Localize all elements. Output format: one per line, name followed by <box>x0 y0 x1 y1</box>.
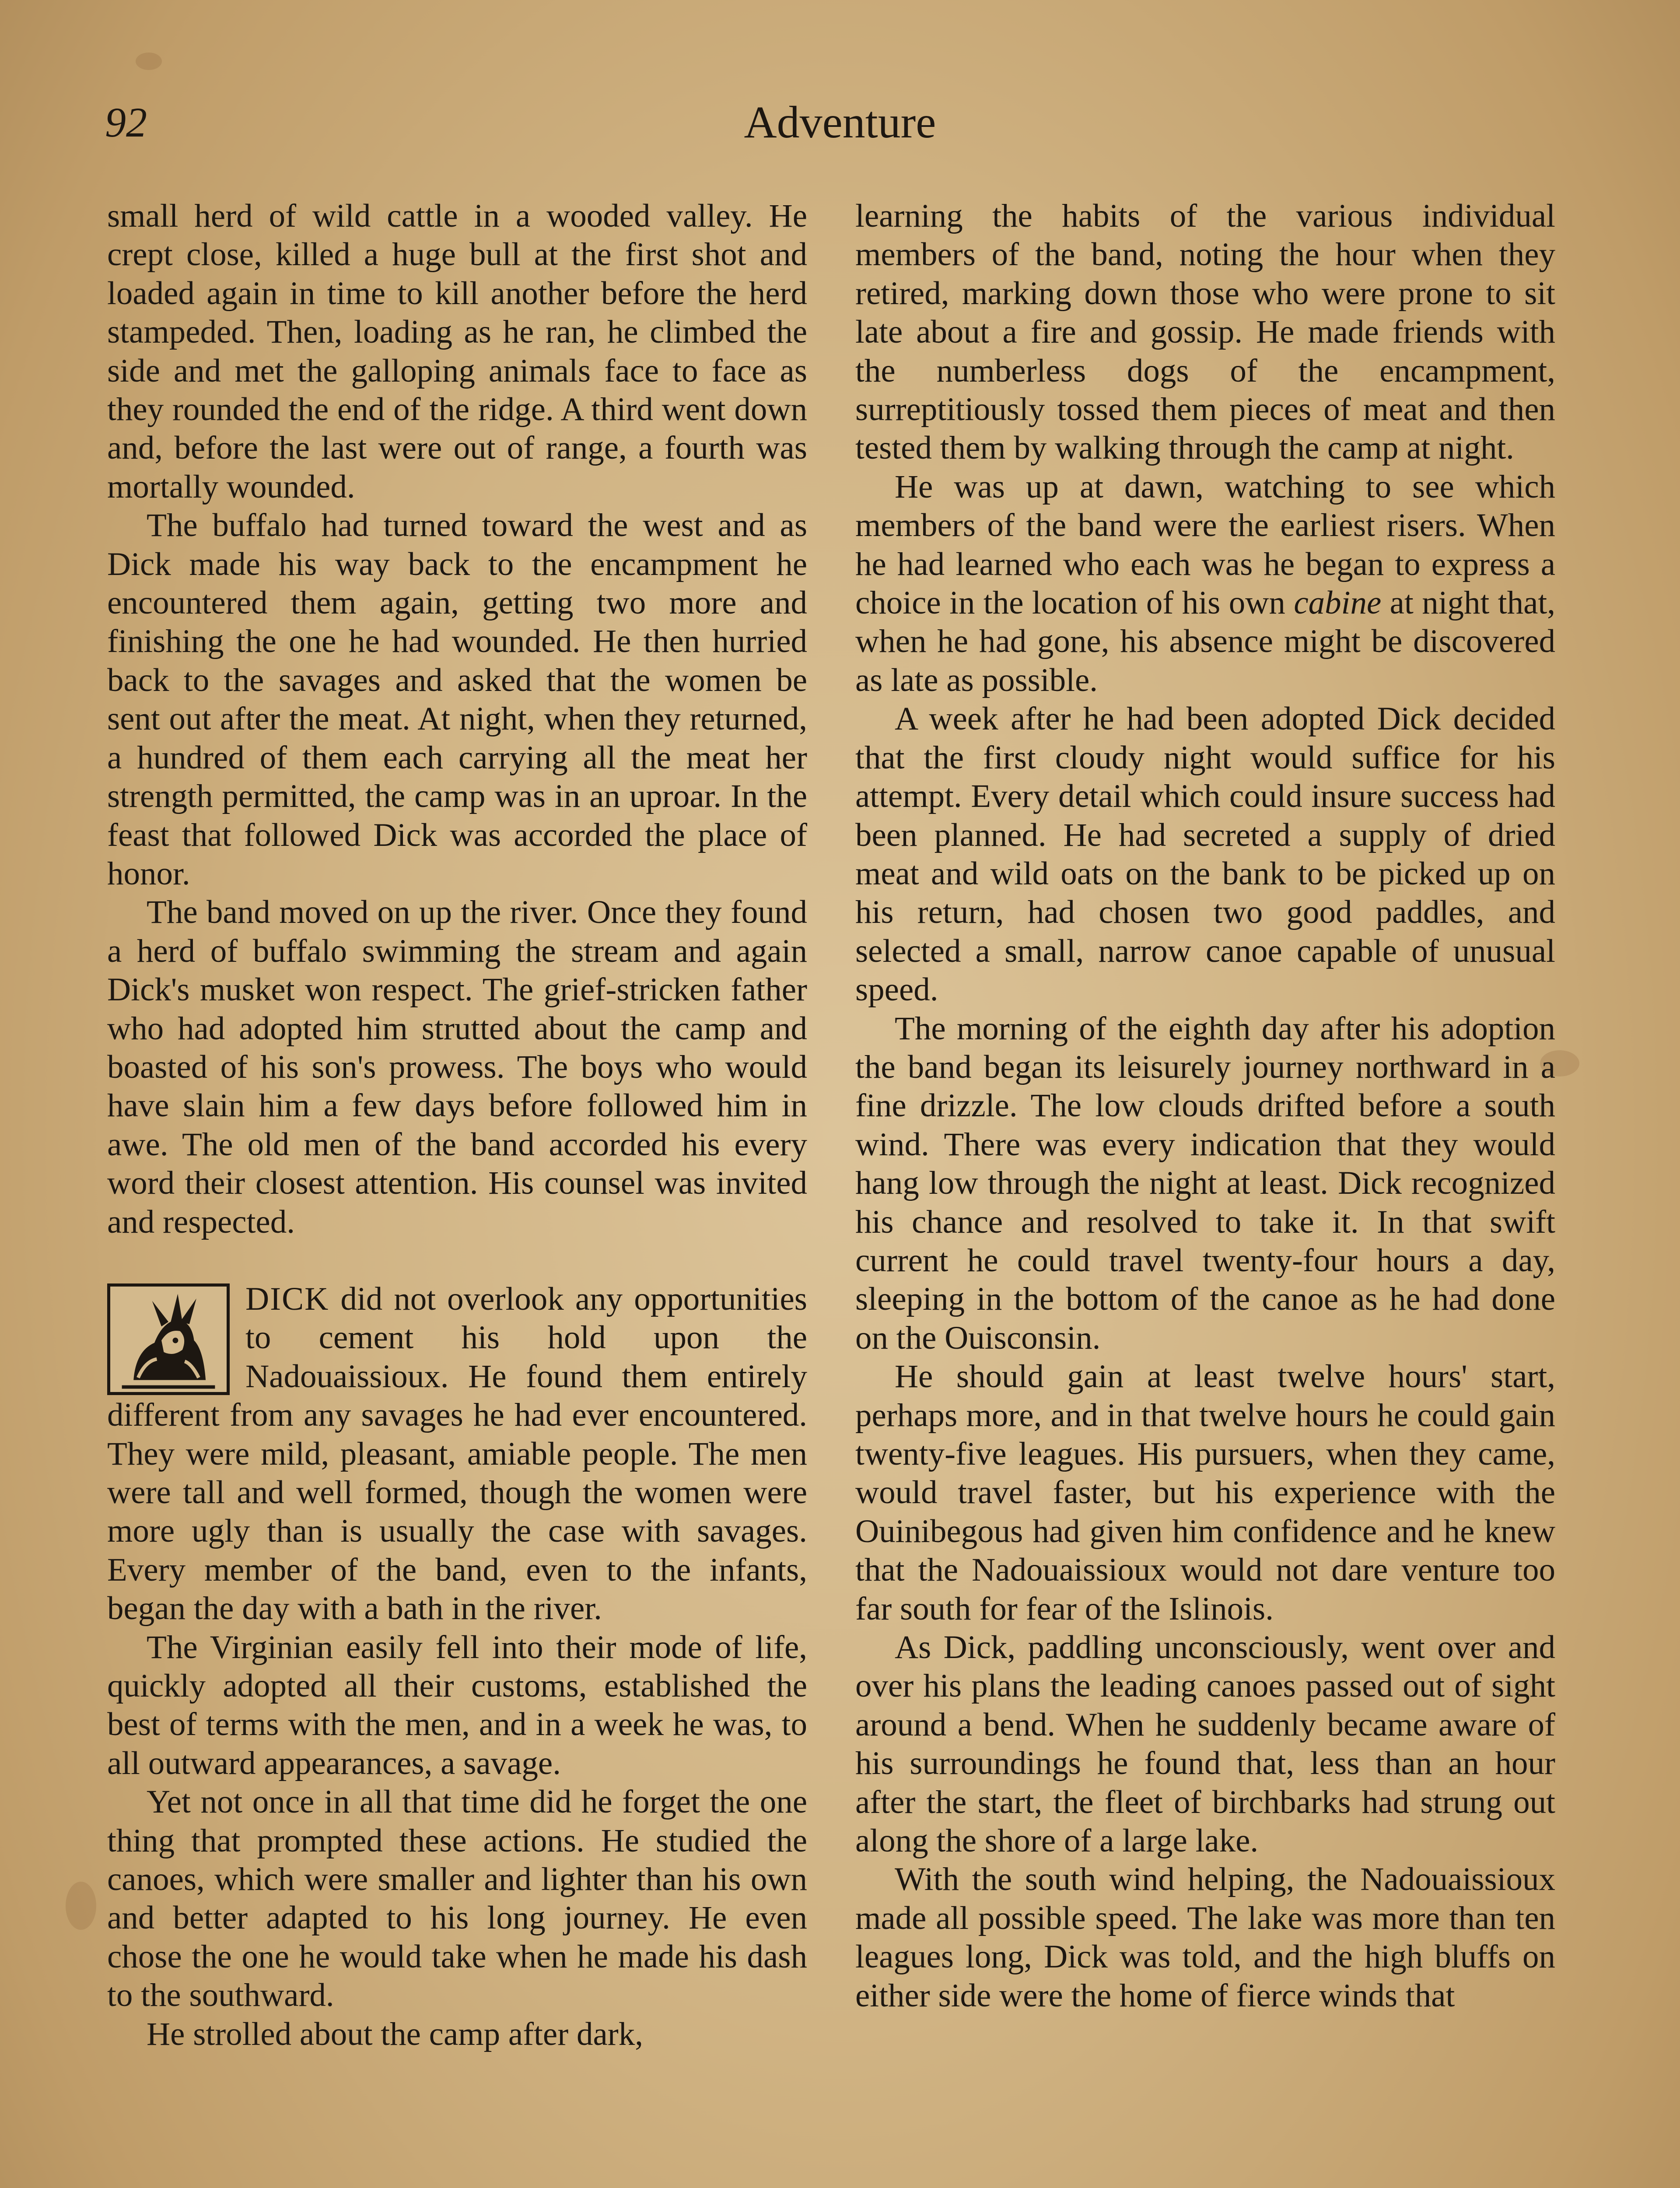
paragraph: The buffalo had turned toward the west and as Dick made his way back to the encampment he encountered them again, getting two more and finishing the one he had wounded. He then hurried back to the savages and asked that the women be sent out after the meat. At night, when they returned, a hundred of them each carrying all the meat her strength permitted, the camp was in an uproar. In the feast that followed Dick was accorded the place of honor. <box>107 507 807 892</box>
paragraph: Yet not once in all that time did he forget the one thing that prompted these actions. He studied the canoes, which were smaller and lighter than his own and better adapted to his long journey. He even chose the one he would take when he made his dash to the southward. <box>107 1784 807 2014</box>
paragraph-text: He was up at dawn, watching to see which members of the band were the earliest risers. When he had learned who each was he began to express a choice in the location of his own <box>855 468 1555 621</box>
right-column <box>855 197 1555 2015</box>
section-lead-word: DICK <box>245 1280 329 1317</box>
section-opening-paragraph <box>107 1280 807 1628</box>
page-number: 92 <box>105 99 147 146</box>
left-column <box>107 197 807 2054</box>
paragraph <box>855 468 1555 700</box>
page-header <box>105 94 1575 151</box>
paragraph: He strolled about the camp after dark, <box>147 2016 643 2052</box>
italic-word: cabine <box>1294 585 1382 621</box>
paragraph: A week after he had been adopted Dick decided that the first cloudy night would suffice for his attempt. Every detail which could insure success had been planned. He had secreted a supply of dried meat and wild oats on the bank to be picked up on his return, had chosen two good paddles, and selected a small, narrow canoe capable of unusual speed. <box>855 701 1555 1008</box>
indian-chief-headdress-icon <box>107 1283 230 1395</box>
paragraph: The Virginian easily fell into their mode of life, quickly adopted all their customs, established the best of terms with the men, and in a week he was, to all outward appearances, a savage. <box>107 1629 807 1781</box>
paragraph: With the south wind helping, the Nadouaissioux made all possible speed. The lake was more than ten leagues long, Dick was told, and the high bluffs on either side were the home of fierce winds that <box>855 1861 1555 2014</box>
section-break <box>107 1241 807 1280</box>
paragraph-text: at night that, when he had gone, his absence might be discovered as late as possible. <box>855 585 1556 698</box>
paragraph: The band moved on up the river. Once they found a herd of buffalo swimming the stream and again Dick's musket won respect. The grief-stricken father who had adopted him strutted about the camp and boasted of his son's prowess. The boys who would have slain him a few days before followed him in awe. The old men of the band accorded his every word their closest attention. His counsel was invited and respected. <box>107 894 807 1240</box>
running-title: Adventure <box>744 97 936 147</box>
paragraph: He should gain at least twelve hours' start, perhaps more, and in that twelve hours he could gain twenty-five leagues. His pursuers, when they came, would travel faster, but his experience with the Ouinibegous had given him confidence and he knew that the Nadouaissioux would not dare venture too far south for fear of the Islinois. <box>855 1358 1555 1627</box>
paragraph: small herd of wild cattle in a wooded valley. He crept close, killed a huge bull at the first shot and loaded again in time to kill another before the herd stampeded. Then, loading as he ran, he climbed the side and met the galloping animals face to face as they rounded the end of the ridge. A third went down and, before the last were out of range, a fourth was mortally wounded. <box>107 198 807 505</box>
paragraph: The morning of the eighth day after his adoption the band began its leisurely journey northward in a fine drizzle. The low clouds drifted before a south wind. There was every indication that they would hang low through the night at least. Dick recognized his chance and resolved to take it. In that swift current he could travel twenty-four hours a day, sleeping in the bottom of the canoe as he had done on the Ouisconsin. <box>855 1010 1555 1356</box>
paragraph: learning the habits of the various individual members of the band, noting the hour when they retired, marking down those who were prone to sit late about a fire and gossip. He made friends with the numberless dogs of the encampment, surreptitiously tossed them pieces of meat and then tested them by walking through the camp at night. <box>855 198 1555 466</box>
paper-stain <box>66 1882 96 1930</box>
paper-stain <box>136 53 162 70</box>
section-lead-text: did not overlook any opportunities to cement his hold upon the Nadouaissioux. He found them entirely different from any savages he had ever encountered. They were mild, pleasant, amiable people. The men were tall and well formed, though the women were more ugly than is usually the case with savages. Every member of the band, even to the infants, began the day with a bath in the river. <box>107 1280 807 1627</box>
paragraph: As Dick, paddling unconsciously, went over and over his plans the leading canoes passed out of sight around a bend. When he suddenly became aware of his surroundings he found that, less than an hour after the start, the fleet of birchbarks had strung out along the shore of a large lake. <box>855 1629 1555 1859</box>
